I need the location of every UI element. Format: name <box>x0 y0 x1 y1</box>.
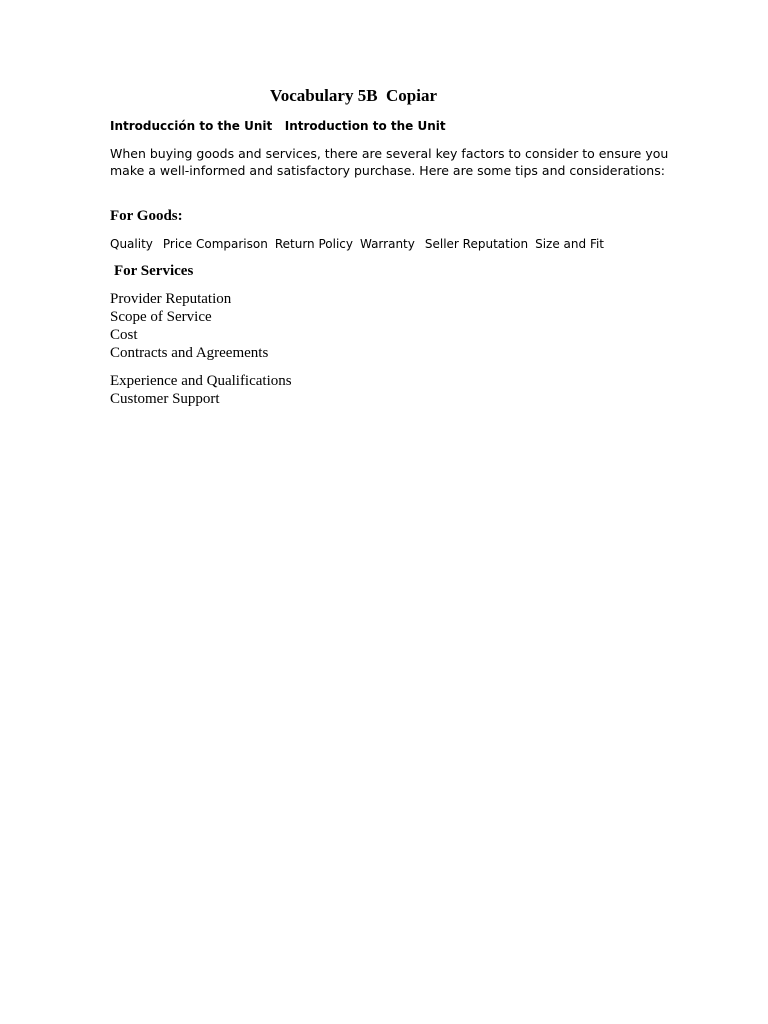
goods-item: Size and Fit <box>535 237 605 251</box>
services-list <box>110 290 268 362</box>
goods-heading: For Goods: <box>110 208 183 224</box>
goods-item: Seller Reputation <box>424 237 529 251</box>
intro-heading: Introducción to the Unit Introduction to the Unit <box>110 119 446 133</box>
document-title: Vocabulary 5B Copiar <box>270 86 438 105</box>
goods-item: Quality <box>110 237 153 251</box>
services-item: Contracts and Agreements <box>110 345 269 361</box>
goods-item: Warranty <box>359 237 415 251</box>
services-item: Customer Support <box>110 391 220 407</box>
goods-item: Price Comparison <box>162 237 268 251</box>
services-item: Experience and Qualifications <box>110 373 292 389</box>
goods-list <box>110 236 604 252</box>
intro-paragraph: When buying goods and services, there are several key factors to consider to ensure you make a well-informed and satisfactory purchase. Here are some tips and considerations: <box>110 146 669 178</box>
services-item: Scope of Service <box>110 309 212 325</box>
goods-item: Return Policy <box>274 237 353 251</box>
services-item: Provider Reputation <box>110 291 232 307</box>
services-item: Cost <box>110 327 138 343</box>
services-list <box>110 372 292 408</box>
services-heading: For Services <box>114 263 194 279</box>
